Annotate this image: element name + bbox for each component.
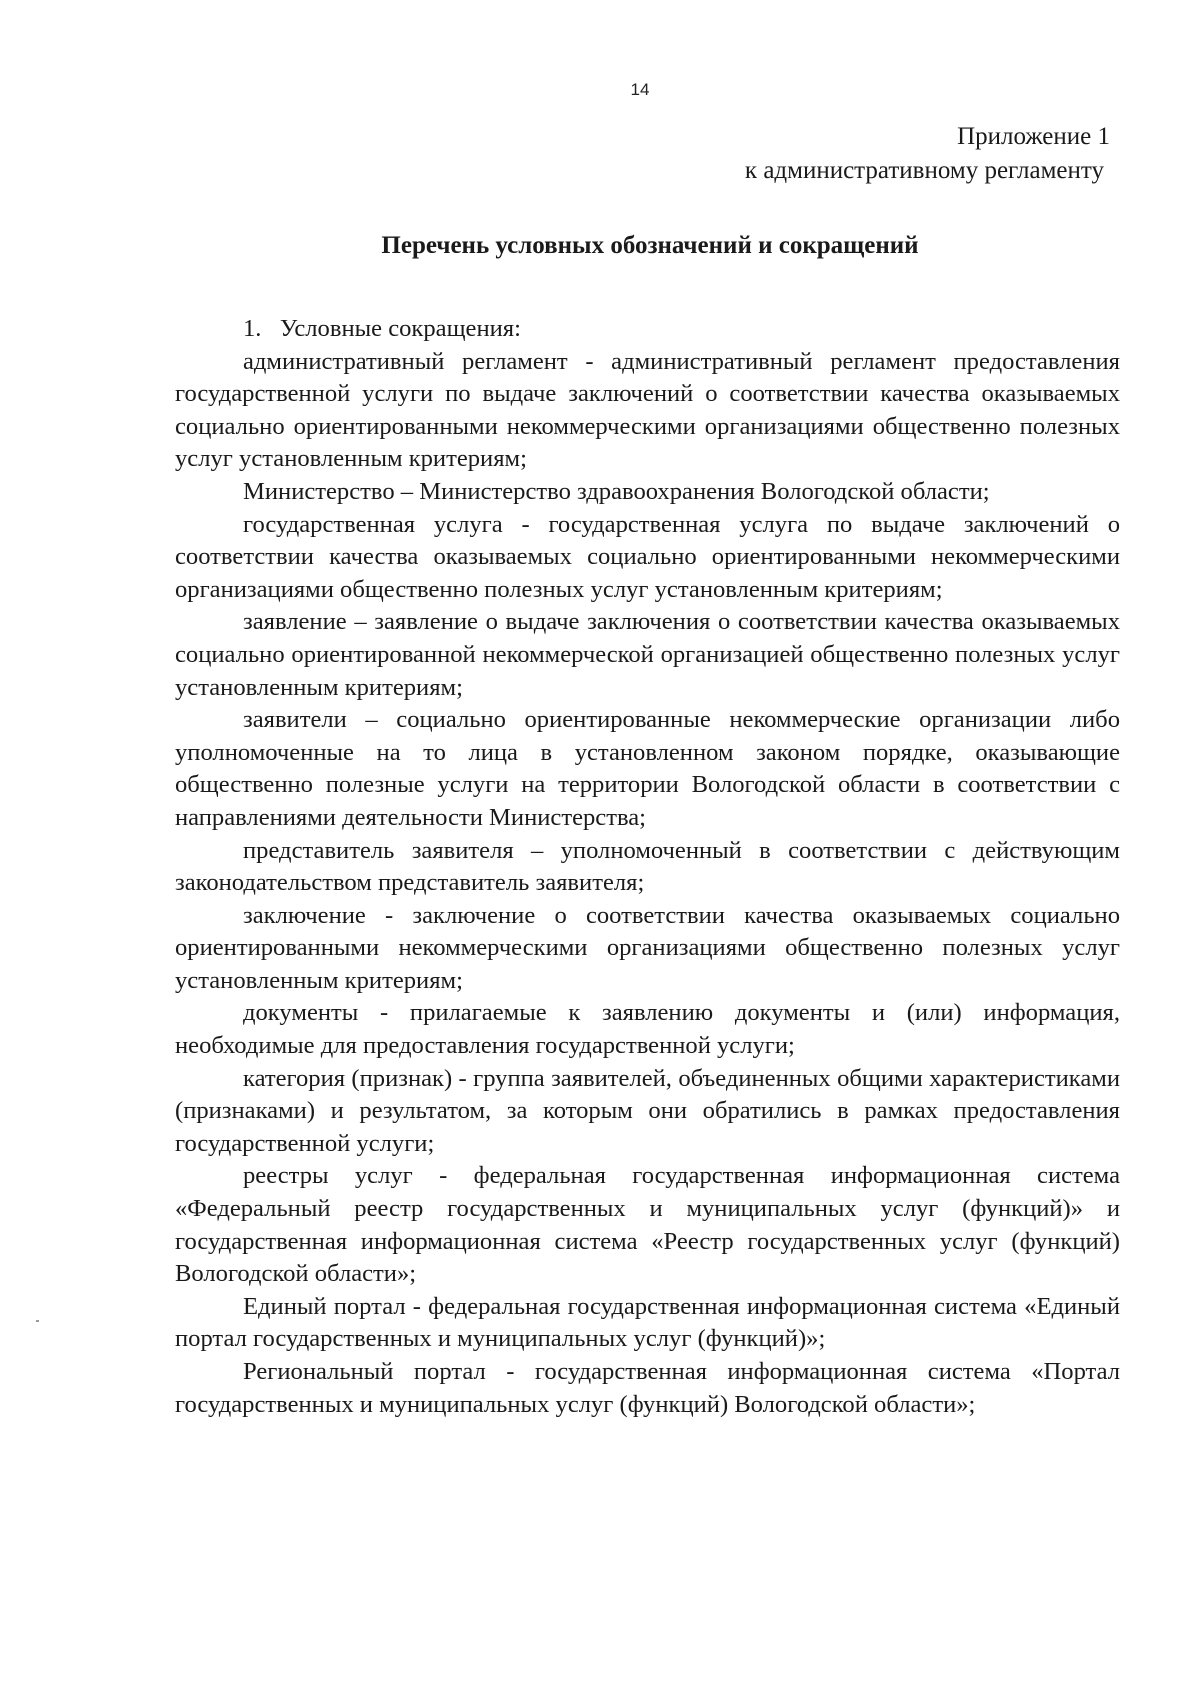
definition-paragraph: Министерство – Министерство здравоохранения Вологодской области; (243, 477, 990, 505)
section-number: 1. (243, 315, 262, 342)
definition-paragraph: документы - прилагаемые к заявлению документы и (или) информация, необходимые для предоставления государственной услуги; (175, 999, 1120, 1060)
scan-speck (36, 1320, 39, 1322)
appendix-subtitle: к административному регламенту (744, 157, 1104, 184)
document-body (175, 313, 1120, 1421)
definition-paragraph: административный регламент - административный регламент предоставления государственной услуги по выдаче заключений о соответствии качества оказываемых социально ориентированными некоммерческими организациями общественно полезных услуг установленным критериям; (175, 347, 1120, 473)
definition-paragraph: реестры услуг - федеральная государственная информационная система «Федеральный реестр государственных и муниципальных услуг (функций)» и государственная информационная система «Реестр государственных услуг (функций) Вологодской области»; (175, 1162, 1120, 1288)
definition-paragraph: заключение - заключение о соответствии качества оказываемых социально ориентированными некоммерческими организациями общественно полезных услуг установленным критериям; (175, 901, 1120, 994)
definition-paragraph: заявители – социально ориентированные некоммерческие организации либо уполномоченные на то лица в установленном законом порядке, оказывающие общественно полезные услуги на территории Вологодской области в соответствии с направлениями деятельности Министерства; (175, 706, 1120, 831)
appendix-reference (745, 120, 1110, 188)
appendix-label: Приложение 1 (957, 123, 1110, 150)
definition-paragraph: категория (признак) - группа заявителей, объединенных общими характеристиками (признаками) и результатом, за которым они обратились в рамках предоставления государственной услуги; (175, 1064, 1120, 1157)
definition-paragraph: Единый портал - федеральная государственная информационная система «Единый портал государственных и муниципальных услуг (функций)»; (175, 1292, 1120, 1353)
document-title: Перечень условных обозначений и сокращений (381, 232, 919, 259)
section-label: Условные сокращения: (279, 315, 521, 342)
definition-paragraph: представитель заявителя – уполномоченный в соответствии с действующим законодательством представитель заявителя; (175, 836, 1120, 897)
definition-paragraph: государственная услуга - государственная услуга по выдаче заключений о соответствии качества оказываемых социально ориентированными некоммерческими организациями общественно полезных услуг установленным критериям; (175, 510, 1120, 603)
definition-paragraph: Региональный портал - государственная информационная система «Портал государственных и муниципальных услуг (функций) Вологодской области»; (175, 1358, 1120, 1418)
section-heading (175, 313, 1120, 346)
definition-paragraph: заявление – заявление о выдаче заключения о соответствии качества оказываемых социально ориентированной некоммерческой организацией общественно полезных услуг установленным критериям; (175, 608, 1120, 701)
page-number: 14 (630, 80, 650, 99)
